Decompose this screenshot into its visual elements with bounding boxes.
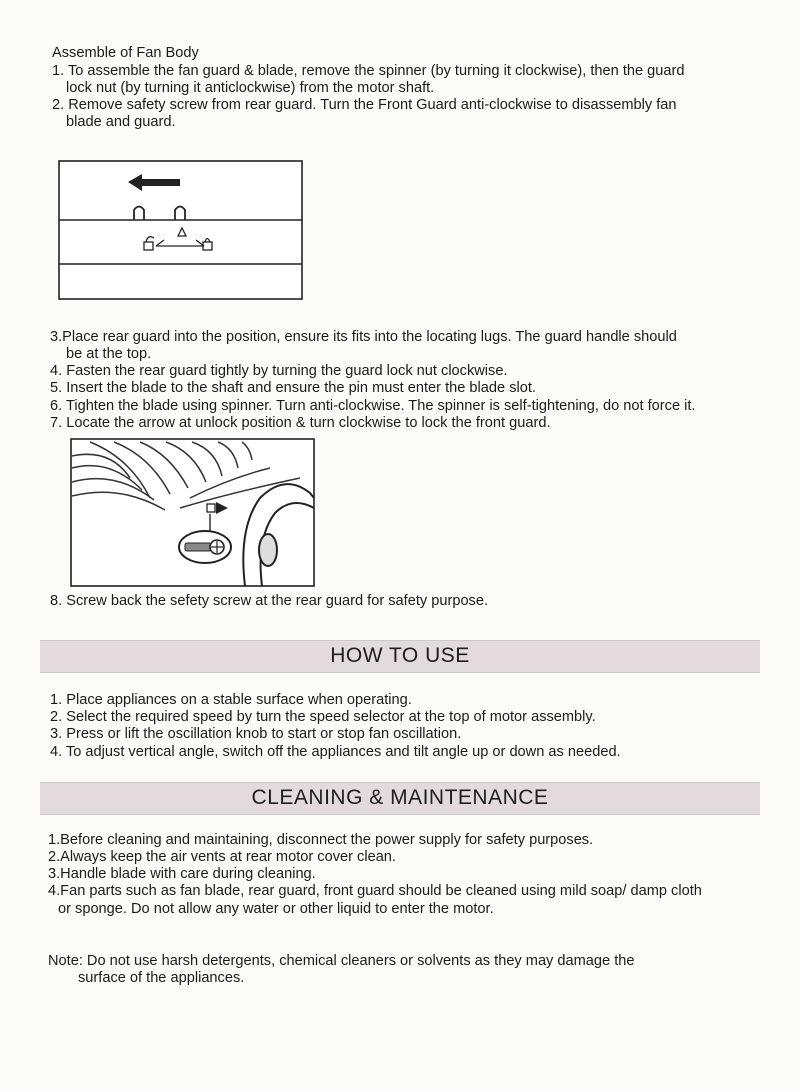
- assembly-step-2: 2. Remove safety screw from rear guard. Turn the Front Guard anti-clockwise to disassembly fan: [52, 97, 677, 113]
- assembly-step-5: 5. Insert the blade to the shaft and ensure the pin must enter the blade slot.: [50, 380, 536, 396]
- use-step-3: 3. Press or lift the oscillation knob to start or stop fan oscillation.: [50, 726, 462, 742]
- assembly-step-8: 8. Screw back the sefety screw at the rear guard for safety purpose.: [50, 593, 489, 609]
- clean-step-4-cont: or sponge. Do not allow any water or other liquid to enter the motor.: [58, 901, 494, 917]
- safety-screw-icon: [179, 531, 231, 563]
- note-line-2: surface of the appliances.: [78, 970, 245, 986]
- use-step-2: 2. Select the required speed by turn the speed selector at the top of motor assembly.: [50, 709, 596, 725]
- assembly-step-3: 3.Place rear guard into the position, ensure its fits into the locating lugs. The guard handle should: [50, 329, 677, 345]
- assembly-step-1: 1. To assemble the fan guard & blade, remove the spinner (by turning it clockwise), then the guard: [52, 63, 685, 79]
- assembly-heading: Assemble of Fan Body: [52, 45, 199, 61]
- cleaning-banner: [40, 782, 760, 815]
- assembly-step-4: 4. Fasten the rear guard tightly by turning the guard lock nut clockwise.: [50, 363, 508, 379]
- clean-step-3: 3.Handle blade with care during cleaning.: [48, 866, 316, 882]
- clean-step-4: 4.Fan parts such as fan blade, rear guard, front guard should be cleaned using mild soap/ damp cloth: [48, 883, 702, 899]
- assembly-step-1-cont: lock nut (by turning it anticlockwise) from the motor shaft.: [66, 80, 435, 96]
- use-step-4: 4. To adjust vertical angle, switch off the appliances and tilt angle up or down as needed.: [50, 744, 621, 760]
- guard-lock-diagram: [58, 160, 304, 302]
- how-to-use-banner: [40, 640, 760, 673]
- how-to-use-title: HOW TO USE: [330, 644, 470, 667]
- assembly-step-6: 6. Tighten the blade using spinner. Turn anti-clockwise. The spinner is self-tightening, do not force it.: [50, 398, 696, 414]
- clean-step-1: 1.Before cleaning and maintaining, disconnect the power supply for safety purposes.: [48, 832, 594, 848]
- use-step-1: 1. Place appliances on a stable surface when operating.: [50, 692, 412, 708]
- cleaning-title: CLEANING & MAINTENANCE: [251, 786, 549, 809]
- clean-step-2: 2.Always keep the air vents at rear motor cover clean.: [48, 849, 396, 865]
- assembly-step-2-cont: blade and guard.: [66, 114, 176, 130]
- note-line-1: Note: Do not use harsh detergents, chemical cleaners or solvents as they may damage the: [48, 953, 635, 969]
- front-guard-diagram: [70, 438, 315, 588]
- assembly-step-7: 7. Locate the arrow at unlock position & turn clockwise to lock the front guard.: [50, 415, 551, 431]
- assembly-step-3-cont: be at the top.: [66, 346, 152, 362]
